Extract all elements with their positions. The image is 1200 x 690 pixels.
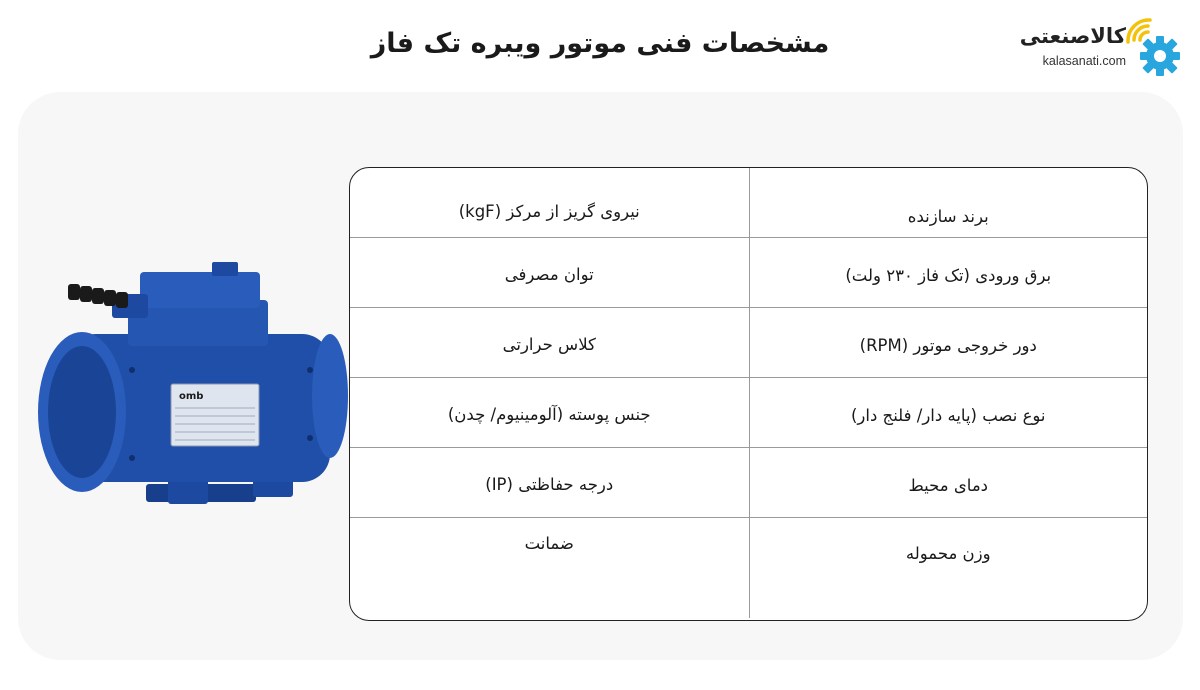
table-row [350,518,1147,618]
spec-label-left: جنس پوسته (آلومینیوم/ چدن) [447,405,651,424]
spec-label-right: وزن محموله [749,518,1148,618]
spec-label-right: برند سازنده [749,168,1148,237]
spec-label-right: برق ورودی (تک فاز ۲۳۰ ولت) [749,238,1148,307]
table-row [350,308,1147,378]
spec-label-left: درجه حفاظتی (IP) [485,475,614,494]
spec-label-left: توان مصرفی [504,265,594,284]
spec-label-right: دور خروجی موتور (RPM) [749,308,1148,377]
table-row [350,378,1147,448]
logo-url: kalasanati.com [1042,54,1126,68]
gear-wifi-icon [1126,18,1186,82]
page-title: مشخصات فنی موتور ویبره تک فاز [370,28,830,59]
table-row [350,238,1147,308]
spec-label-left: کلاس حرارتی [502,335,596,354]
logo-name: کالاصنعتی [1019,24,1126,48]
vibration-motor-image [28,262,350,514]
spec-label-right: دمای محیط [749,448,1148,517]
brand-logo[interactable] [996,18,1186,82]
spec-table [349,167,1148,621]
nameplate-brand: omb [179,391,204,402]
spec-label-left: ضمانت [524,534,574,553]
spec-label-left: نیروی گریز از مرکز (kgF) [458,202,640,221]
table-row [350,448,1147,518]
table-row [350,168,1147,238]
spec-label-right: نوع نصب (پایه دار/ فلنج دار) [749,378,1148,447]
